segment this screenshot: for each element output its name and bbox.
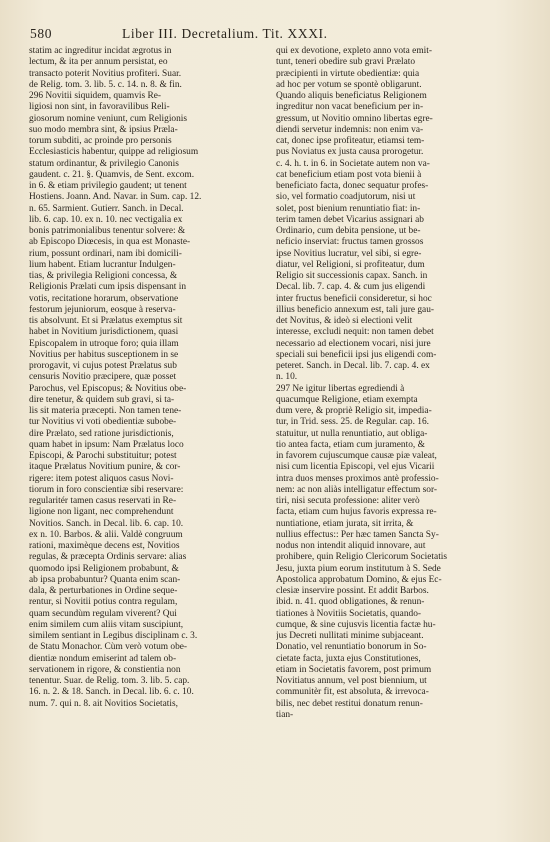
text-line: censuris Novitio præcipere, quæ posset	[29, 372, 177, 383]
page-number: 580	[30, 26, 53, 41]
text-line: det Novitus, & ideò si electioni velit	[276, 316, 413, 326]
text-line: gaudent. c. 21. §. Quamvis, de Sent. excom.	[29, 169, 195, 180]
text-line: diatur, vel Religioni, si profiteatur, dum	[276, 259, 425, 270]
text-line: diendi servetur indemnis: non enim va-	[276, 124, 424, 135]
text-line: tian-	[276, 709, 294, 720]
text-line: cietate facta, juxta ejus Constitutiones,	[276, 653, 421, 664]
text-line: qui ex devotione, expleto anno vota emit-	[276, 46, 432, 56]
text-line: statuitur, ut nulla renuntiatio, aut obliga-	[276, 428, 428, 439]
text-line: dala, & perturbationes in Ordine seque-	[29, 586, 178, 596]
text-line: tiri, nisi secuta professione: aliter verò	[276, 496, 420, 506]
text-line: regularitér tamen casus reservati in Re-	[29, 496, 177, 506]
text-line: tiationes à Novitiis Societatis, quando-	[276, 608, 422, 619]
text-line: n. 65. Sarmient. Gutierr. Sanch. in Decal.	[29, 203, 184, 214]
text-line: tunt, teneri obedire sub gravi Prælato	[276, 57, 416, 68]
text-line: lectum, & ita per annum persistat, eo	[29, 57, 168, 68]
text-line: Ecclesiasticis habentur, quippe ad religiosum	[29, 147, 199, 158]
text-line: torum subditi, ac proinde pro personis	[29, 136, 172, 146]
text-line: gressum, ut Novitio omnino libertas egre-	[276, 113, 433, 124]
text-line: votis, recitatione horarum, observatione	[29, 293, 179, 304]
text-line: bonis patrimonialibus tenentur solvere: &	[29, 226, 186, 236]
text-line: rentur, si Novitii potius contra regulam,	[29, 597, 178, 608]
text-line: n. 10.	[276, 372, 298, 383]
text-line: ibid. n. 41. quod obligationes, & renun-	[276, 597, 425, 608]
text-line: beneficiato facta, donec sequatur profes-	[276, 181, 429, 191]
text-line: rationi, maximèque decens est, Novitios	[29, 541, 180, 551]
text-line: Parochus, vel Episcopus; & Novitius obe-	[29, 383, 187, 394]
text-line: tio antea facta, etiam cum juramento, &	[276, 439, 425, 450]
text-line: sio, vel formatio coadjutorum, nisi ut	[276, 192, 416, 203]
text-line: ingreditur non vacat beneficium per in-	[276, 102, 424, 113]
text-line: tis absolvunt. Et si Prælatus exemptus sit	[29, 316, 183, 326]
text-line: Episcopalem in utroque foro; quia illam	[29, 338, 179, 349]
text-line: ex n. 10. Barbos. & alii. Valdè congruum	[29, 529, 183, 540]
page-header	[30, 26, 520, 42]
text-line: ab ipsa probabuntur? Quanta enim scan-	[29, 574, 181, 585]
text-line: ligiosi non sint, in favoravilibus Reli-	[29, 102, 170, 113]
text-line: dire tenetur, & quidem sub gravi, si ta-	[29, 394, 175, 405]
text-line: terim tamen debet Vicarius assignari ab	[276, 214, 424, 225]
text-line: 296 Novitii siquidem, quamvis Re-	[29, 91, 162, 101]
text-line: Hostiens. Joann. And. Navar. in Sum. cap. 12.	[29, 192, 202, 203]
text-line: dire Prælato, sed ratione jurisdictionis,	[29, 428, 174, 439]
text-line: quam habet in ipsum: Nam Prælatus loco	[29, 439, 184, 450]
text-line: habet in Novitium jurisdictionem, quasi	[29, 327, 179, 338]
text-line: de Relig. tom. 3. lib. 5. c. 14. n. 8. & fin.	[29, 79, 182, 90]
text-line: rigere: item potest aliquos casus Novi-	[29, 473, 174, 484]
text-line: in 6. & etiam privilegio gaudent; ut tenent	[29, 181, 187, 191]
left-text-column	[29, 46, 251, 710]
right-text-column	[276, 46, 498, 721]
text-line: nisi cum licentia Episcopi, vel ejus Vicarii	[276, 462, 435, 473]
text-line: necessario ad electionem vocari, nisi jure	[276, 338, 431, 349]
text-line: quacumque Religione, etiam exempta	[276, 394, 418, 405]
text-line: regulas, & præcepta Ordinis servare: alias	[29, 552, 187, 563]
text-line: tur Novitius vi voti obedientiæ subobe-	[29, 417, 177, 428]
text-line: quomodo ipsi Religionem probabunt, &	[29, 563, 179, 574]
text-line: ad hoc per votum se spontè obligarunt.	[276, 79, 422, 90]
text-line: Episcopi, & Parochi substituitur; potest	[29, 451, 177, 461]
text-line: transacto poterit Novitius profiteri. Suar.	[29, 68, 182, 79]
text-line: nodus non intendit aliquid innovare, aut	[276, 541, 426, 551]
text-line: dum vere, & propriè Religio sit, impedia-	[276, 406, 432, 416]
text-line: de Statu Monachor. Cùm verò votum obe-	[29, 642, 188, 653]
text-line: inter fructus beneficii consideretur, si hoc	[276, 293, 432, 304]
text-line: tur, in Trid. sess. 25. de Regular. cap. 16.	[276, 417, 430, 428]
text-line: in favorem cujuscumque causæ piæ valeat,	[276, 451, 437, 461]
text-line: statim ac ingreditur incidat ægrotus in	[29, 46, 172, 56]
text-line: cat beneficium etiam post vota bienii à	[276, 169, 422, 180]
text-line: suo modo membra sint, & ipsius Præla-	[29, 124, 178, 135]
text-line: solet, post bienium renuntiatio fiat: in-	[276, 203, 421, 214]
text-line: tiorum in foro conscientiæ sibi reservare:	[29, 484, 184, 495]
text-line: Ordinario, cum debita pensione, ut be-	[276, 226, 421, 236]
text-line: ipse Novitius lucratur, vel sibi, si egre-	[276, 248, 422, 259]
text-line: nullius effectus:: Per hæc tamen Sancta Sy-	[276, 529, 439, 540]
text-line: communitèr fit, est absoluta, & irrevoca-	[276, 687, 429, 698]
text-line: Jesu, juxta pium eorum institutum à S. Sede	[276, 563, 441, 574]
text-line: rium, possunt ordinari, nam ibi domicili-	[29, 248, 182, 259]
text-line: festorum jejuniorum, eosque à reserva-	[29, 304, 176, 315]
text-line: lium habent. Etiam lucrantur Indulgen-	[29, 259, 176, 270]
text-line: Novitios. Sanch. in Decal. lib. 6. cap. 10.	[29, 518, 184, 529]
text-line: Donatio, vel renuntiatio bonorum in So-	[276, 642, 427, 653]
text-line: pus Noviatus ex justa causa prorogetur.	[276, 147, 424, 158]
text-line: 16. n. 2. & 18. Sanch. in Decal. lib. 6. c. 10.	[29, 687, 194, 698]
text-line: lib. 6. cap. 10. ex n. 10. nec vectigalia ex	[29, 214, 183, 225]
text-line: intra duos menses proximos antè professio-	[276, 473, 439, 484]
text-line: c. 4. h. t. in 6. in Societate autem non va-	[276, 158, 430, 169]
text-line: dientiæ nondum emiserint ad talem ob-	[29, 653, 177, 664]
text-line: num. 7. qui n. 8. ait Novitios Societatis,	[29, 698, 178, 709]
text-line: facta, etiam cum hujus favoris expressa re-	[276, 507, 437, 518]
text-line: 297 Ne igitur libertas egrediendi à	[276, 383, 405, 394]
text-line: neficio inserviat: fructus tamen grossos	[276, 237, 424, 248]
text-line: ligione non ligant, nec comprehendunt	[29, 507, 174, 518]
text-line: itaque Prælatus Novitium punire, & cor-	[29, 462, 181, 473]
text-line: nuntiatione, etiam jurata, sit irrita, &	[276, 518, 414, 529]
running-title: Liber III. Decretalium. Tit. XXXI.	[122, 26, 328, 41]
text-line: tenentur. Suar. de Relig. tom. 3. lib. 5. cap.	[29, 676, 190, 686]
text-line: interesse, excludi nequit: non tamen debet	[276, 327, 434, 338]
text-line: bilis, nec debet restitui donatum renun-	[276, 698, 423, 709]
text-line: Novitius per habitus susceptionem in se	[29, 349, 179, 360]
text-line: Novitiatus annum, vel post biennium, ut	[276, 676, 427, 686]
text-line: jus Decreti nullitati minime subjaceant.	[276, 631, 424, 641]
text-line: lis sit materia præcepti. Non tamen tene-	[29, 406, 182, 416]
text-line: peteret. Sanch. in Decal. lib. 7. cap. 4. ex	[276, 361, 430, 371]
text-line: ab Episcopo Diœcesis, in qua est Monaste-	[29, 237, 191, 248]
text-line: præcipienti in virtute obedientiæ: quia	[276, 68, 420, 79]
text-line: speciali sui beneficii ipsi jus eligendi com-	[276, 349, 437, 360]
text-line: clesiæ inservire possint. Et addit Barbos.	[276, 586, 429, 596]
text-line: prohibere, quin Religio Clericorum Societatis	[276, 552, 448, 563]
text-line: nem: ac non aliàs intelligatur effectum sor-	[276, 484, 438, 495]
text-line: similem sentiant in Legibus disciplinam c. 3.	[29, 631, 198, 641]
text-line: Quando aliquis beneficiatus Religionem	[276, 91, 427, 101]
text-line: prorogavit, vi cujus potest Prælatus sub	[29, 361, 177, 371]
text-line: Apostolica approbatum Domino, & ejus Ec-	[276, 574, 442, 585]
text-line: illius beneficio annexum est, tali jure gau-	[276, 304, 435, 315]
text-line: enim similem cum aliis vitam suscipiunt,	[29, 619, 184, 630]
text-line: Decal. lib. 7. cap. 4. & cum jus eligendi	[276, 282, 426, 293]
text-line: tias, & privilegia Religioni concessa, &	[29, 271, 178, 281]
text-line: cat, donec ipse profiteatur, etiamsi tem-	[276, 136, 425, 146]
text-line: statum ordinantur, & privilegio Canonis	[29, 158, 179, 169]
text-line: cumque, & sine cujusvis licentia factæ hu-	[276, 619, 436, 630]
text-line: Religio sit successionis capax. Sanch. in	[276, 271, 428, 281]
text-line: giosorum nomine veniunt, cum Religionis	[29, 113, 188, 124]
text-line: Religionis Prælati cum ipsis dispensant in	[29, 282, 187, 293]
text-line: etiam in Societatis favorem, post primum	[276, 664, 432, 675]
text-line: servationem in rigore, & constientia non	[29, 664, 181, 675]
text-line: quam secundùm regulam viverent? Qui	[29, 608, 177, 619]
